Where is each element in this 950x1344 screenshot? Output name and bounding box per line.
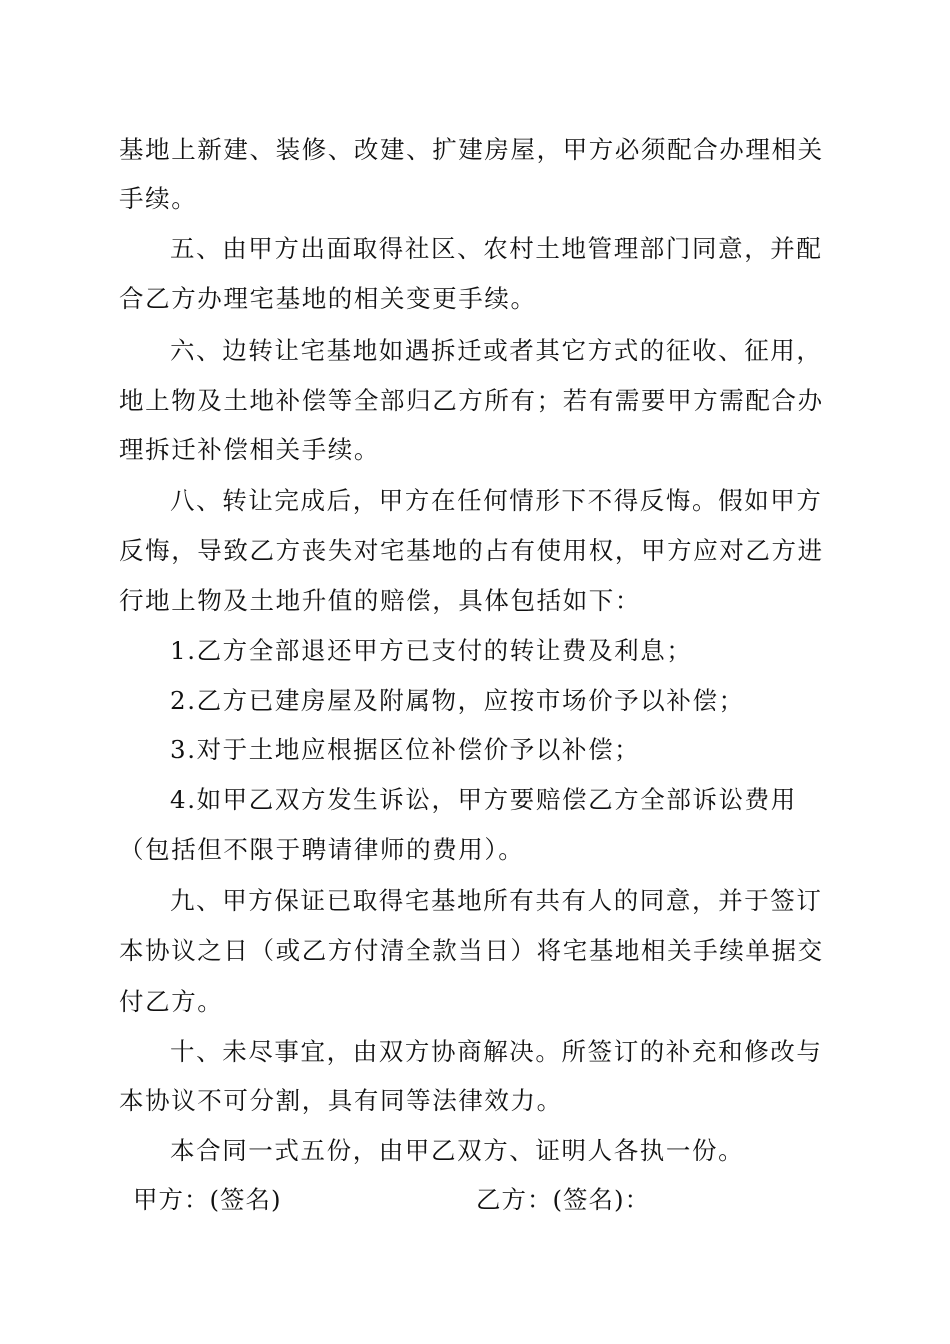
list-item: 1.乙方全部退还甲方已支付的转让费及利息；: [170, 636, 693, 665]
party-b-signature: 乙方：(签名)：: [476, 1185, 651, 1214]
paragraph-line: 合乙方办理宅基地的相关变更手续。: [119, 284, 537, 313]
clause-nine-line: 九、甲方保证已取得宅基地所有共有人的同意，并于签订: [170, 886, 823, 915]
list-item: 2.乙方已建房屋及附属物，应按市场价予以补偿；: [170, 686, 745, 715]
clause-ten-line: 十、未尽事宜，由双方协商解决。所签订的补充和修改与: [170, 1037, 823, 1066]
clause-five-line: 五、由甲方出面取得社区、农村土地管理部门同意，并配: [170, 234, 823, 263]
list-item: 4.如甲乙双方发生诉讼，甲方要赔偿乙方全部诉讼费用: [170, 785, 797, 814]
paragraph-line: 地上物及土地补偿等全部归乙方所有；若有需要甲方需配合办: [119, 386, 824, 415]
paragraph-line: 反悔，导致乙方丧失对宅基地的占有使用权，甲方应对乙方进: [119, 536, 824, 565]
paragraph-line: 本协议不可分割，具有同等法律效力。: [119, 1086, 563, 1115]
paragraph-line: 本协议之日（或乙方付清全款当日）将宅基地相关手续单据交: [119, 936, 824, 965]
paragraph-line: 手续。: [119, 184, 198, 213]
paragraph-line: 付乙方。: [119, 987, 224, 1016]
contract-copies-line: 本合同一式五份，由甲乙双方、证明人各执一份。: [170, 1136, 745, 1165]
paragraph-line: 理拆迁补偿相关手续。: [119, 435, 380, 464]
party-a-signature: 甲方：(签名): [133, 1185, 282, 1214]
clause-six-line: 六、边转让宅基地如遇拆迁或者其它方式的征收、征用，: [170, 336, 823, 365]
paragraph-line: 基地上新建、装修、改建、扩建房屋，甲方必须配合办理相关: [119, 135, 824, 164]
list-item: 3.对于土地应根据区位补偿价予以补偿；: [170, 735, 641, 764]
clause-eight-line: 八、转让完成后，甲方在任何情形下不得反悔。假如甲方: [170, 486, 823, 515]
paragraph-line: 行地上物及土地升值的赔偿，具体包括如下：: [119, 586, 641, 615]
paragraph-line: （包括但不限于聘请律师的费用）。: [119, 835, 525, 864]
